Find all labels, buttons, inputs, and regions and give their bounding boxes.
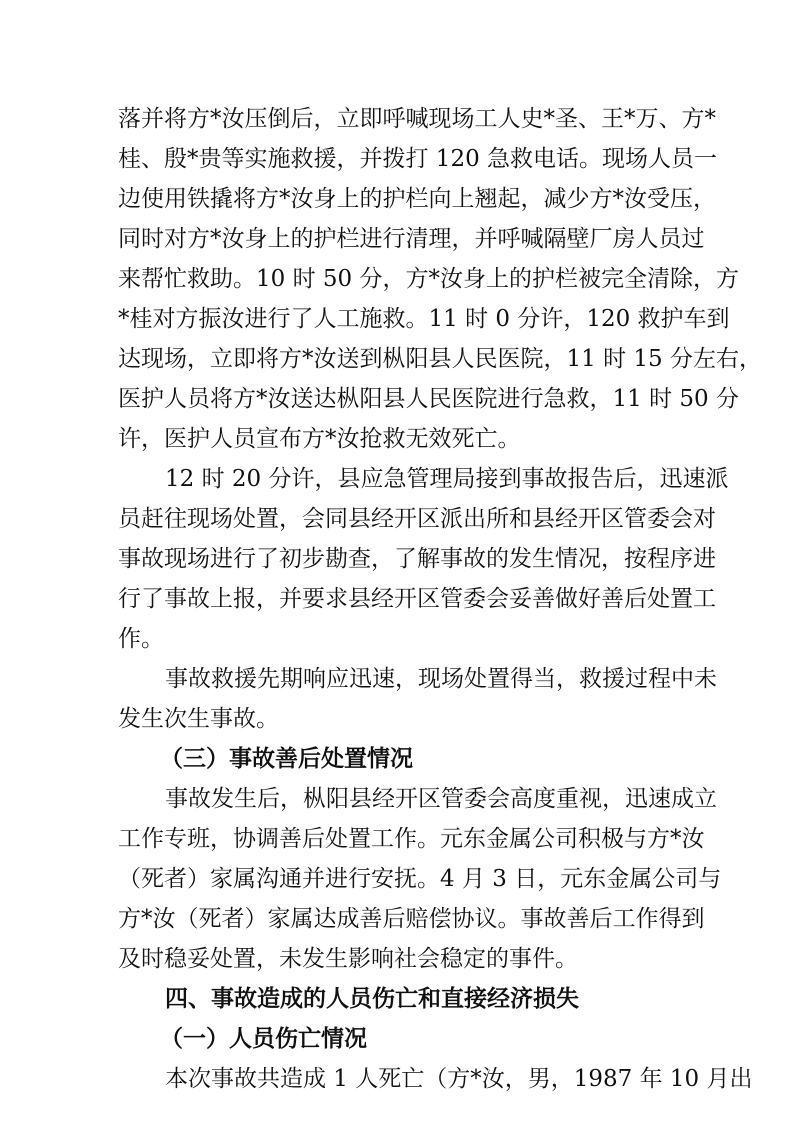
text-line: 边使用铁撬将方*汝身上的护栏向上翘起，减少方*汝受压， [118, 186, 716, 212]
text-line: 发生次生事故。 [118, 706, 279, 732]
text-line: 作。 [118, 626, 164, 652]
text-line: 来帮忙救助。10 时 50 分，方*汝身上的护栏被完全清除，方 [118, 266, 739, 292]
text-line: 许，医护人员宣布方*汝抢救无效死亡。 [118, 426, 521, 452]
text-line: 及时稳妥处置，未发生影响社会稳定的事件。 [118, 946, 578, 972]
text-line: 工作专班，协调善后处置工作。元东金属公司积极与方*汝 [118, 826, 705, 852]
text-line: 落并将方*汝压倒后，立即呼喊现场工人史*圣、王*万、方* [118, 106, 716, 132]
text-line: 员赶往现场处置，会同县经开区派出所和县经开区管委会对 [118, 506, 716, 532]
text-line: （死者）家属沟通并进行安抚。4 月 3 日，元东金属公司与 [118, 866, 722, 892]
section-heading: （一）人员伤亡情况 [160, 1025, 367, 1052]
section-heading: （三）事故善后处置情况 [160, 745, 413, 772]
text-line: 12 时 20 分许，县应急管理局接到事故报告后，迅速派 [165, 466, 729, 492]
text-line: 行了事故上报，并要求县经开区管委会妥善做好善后处置工 [118, 586, 716, 612]
text-line: 方*汝（死者）家属达成善后赔偿协议。事故善后工作得到 [118, 906, 705, 932]
text-line: 事故发生后，枞阳县经开区管委会高度重视，迅速成立 [165, 786, 717, 812]
text-line: 医护人员将方*汝送达枞阳县人民医院进行急救，11 时 50 分 [118, 386, 739, 412]
text-line: 同时对方*汝身上的护栏进行清理，并呼喊隔壁厂房人员过 [118, 226, 705, 252]
text-line: 本次事故共造成 1 人死亡（方*汝，男，1987 年 10 月出 [165, 1066, 753, 1092]
text-line: 事故救援先期响应迅速，现场处置得当，救援过程中未 [165, 666, 717, 692]
text-line: 桂、殷*贵等实施救援，并拨打 120 急救电话。现场人员一 [118, 146, 718, 172]
chapter-heading: 四、事故造成的人员伤亡和直接经济损失 [165, 986, 579, 1012]
text-line: 事故现场进行了初步勘查，了解事故的发生情况，按程序进 [118, 546, 716, 572]
text-line: *桂对方振汝进行了人工施救。11 时 0 分许，120 救护车到 [118, 306, 730, 332]
text-line: 达现场，立即将方*汝送到枞阳县人民医院，11 时 15 分左右， [118, 346, 762, 372]
